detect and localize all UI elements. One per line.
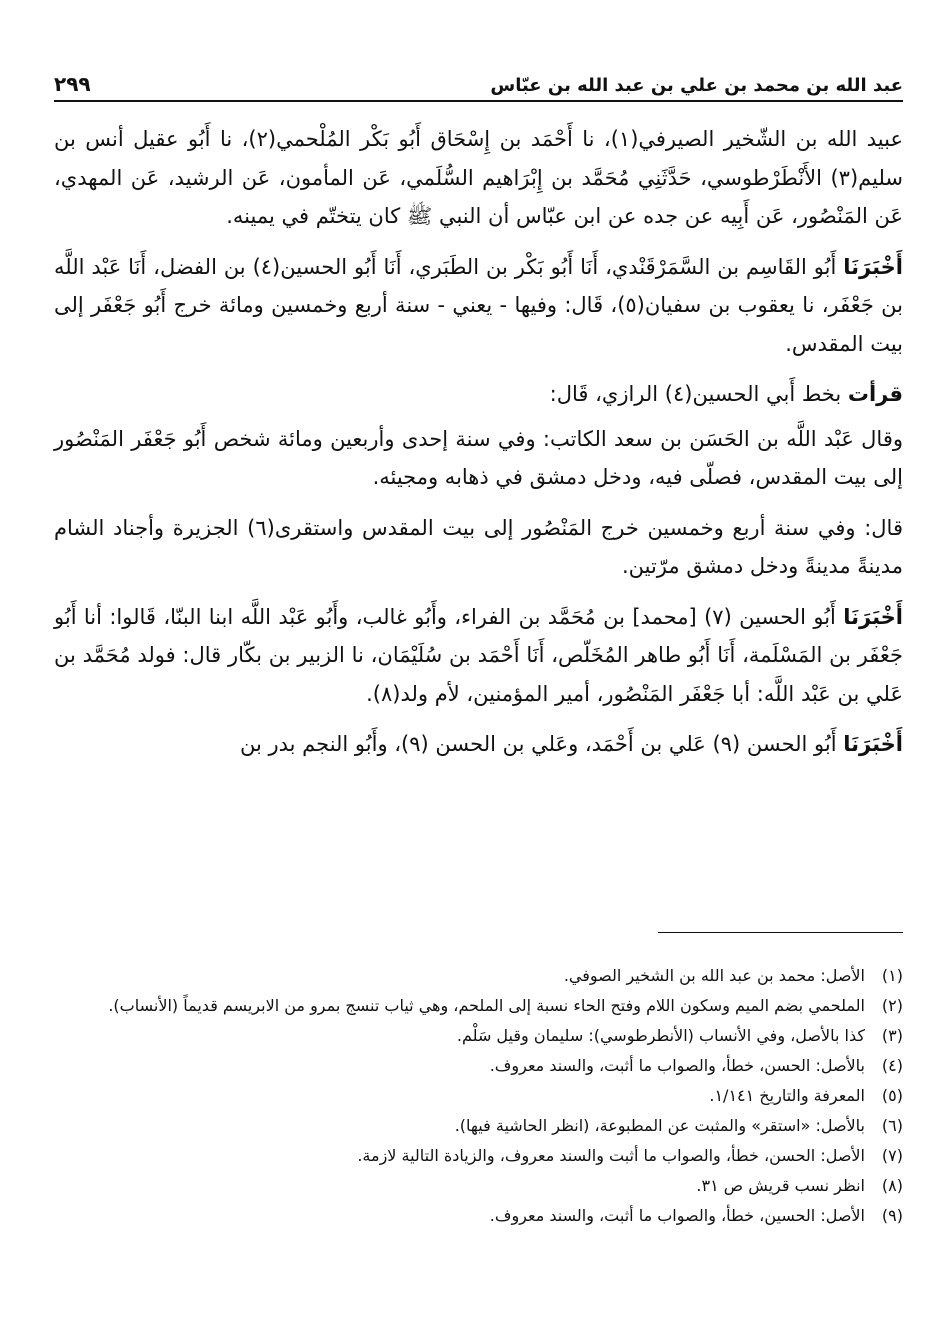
footnote-text: الملحمي بضم الميم وسكون اللام وفتح الحاء نسبة إلى الملحم، وهي ثياب تنسج بمرو من الابريسم قديماً (الأنساب). [108,996,865,1015]
paragraph [54,725,903,764]
footnote-number: (١) [881,966,903,985]
paragraph [54,375,903,414]
footnote [54,1112,903,1139]
page-header [54,56,903,102]
footnote-number: (٣) [881,1026,903,1045]
main-text [54,120,903,776]
paragraph-lead: أَخْبَرَنَا [843,604,904,629]
footnote-text: المعرفة والتاريخ ١/١٤١. [709,1086,865,1105]
paragraph-text: أَبُو الحسين (٧) [محمد] بن مُحَمَّد بن الفراء، وأَبُو غالب، وأَبُو عَبْد اللَّه ابنا البنّا، قَالوا: أنا أَبُو جَعْفَر بن المَسْلَمة، أَنَا أَبُو طاهر المُخَلّص، أَنَا أَحْمَد بن سُلَيْمَان، نا الزبير بن بكّار قال: فولد مُحَمَّد بن عَلي بن عَبْد اللَّه: أبا جَعْفَر المَنْصُور، أمير المؤمنين، لأم ولد(٨). [54,604,903,706]
paragraph-text: أَبُو القَاسِم بن السَّمَرْقَنْدي، أَنَا أَبُو بَكْر بن الطَبَري، أَنَا أَبُو الحسين(٤) بن الفضل، أَنَا عَبْد اللَّه بن جَعْفَر، نا يعقوب بن سفيان(٥)، قَال: وفيها - يعني - سنة أربع وخمسين ومائة خرج أَبُو جَعْفَر إلى بيت المقدس. [54,254,903,356]
footnote-text: الأصل: الحسن، خطأ، والصواب ما أثبت والسند معروف، والزيادة التالية لازمة. [357,1146,865,1165]
paragraph [54,120,903,236]
footnotes [54,962,903,1232]
paragraph [54,420,903,497]
footnote [54,962,903,989]
footnote-number: (٦) [881,1116,903,1135]
paragraph-text: وقال عَبْد اللَّه بن الحَسَن بن سعد الكاتب: وفي سنة إحدى وأربعين ومائة شخص أَبُو جَعْفَر المَنْصُور إلى بيت المقدس، فصلّى فيه، ودخل دمشق في ذهابه ومجيئه. [54,426,903,489]
paragraph-lead: أَخْبَرَنَا [843,732,903,756]
paragraph-text: عبيد الله بن الشّخير الصيرفي(١)، نا أَحْمَد بن إِسْحَاق أَبُو بَكْر المُلْحمي(٢)، نا أَبُو عقيل أنس بن سليم(٣) الأَنْطَرْطوسي، حَدَّثَنِي مُحَمَّد بن إِبْرَاهيم السُّلَمي، عَن المأمون، عَن الرشيد، عَن المهدي، عَن المَنْصُور، عَن أَبِيه عن جده عن ابن عبّاس أن النبي ﷺ كان يتختّم في يمينه. [54,127,903,228]
footnote-number: (٥) [881,1086,903,1105]
page-number: ٢٩٩ [54,72,91,96]
paragraph-lead: أَخْبَرَنَا [843,254,903,279]
footnote [54,1052,903,1079]
footnote-number: (٢) [881,996,903,1015]
footnote-text: بالأصل: الحسن، خطأ، والصواب ما أثبت، والسند معروف. [489,1056,865,1075]
footnote-text: كذا بالأصل، وفي الأنساب (الأنطرطوسي): سليمان وقيل سَلْم. [456,1026,865,1045]
footnote-text: انظر نسب قريش ص ٣١. [696,1176,865,1195]
footnote-number: (٩) [881,1206,903,1225]
footnote-separator [658,932,903,933]
footnote-text: بالأصل: «استقر» والمثبت عن المطبوعة، (انظر الحاشية فيها). [454,1116,865,1135]
footnote [54,1082,903,1109]
paragraph [54,509,903,586]
footnote [54,1172,903,1199]
footnote [54,1022,903,1049]
footnote-number: (٧) [881,1146,903,1165]
footnote [54,1142,903,1169]
paragraph-text: أَبُو الحسن (٩) عَلي بن أَحْمَد، وعَلي بن الحسن (٩)، وأَبُو النجم بدر بن [239,732,844,756]
running-title: عبد الله بن محمد بن علي بن عبد الله بن عبّاس [490,75,903,96]
paragraph [54,598,903,714]
footnote-text: الأصل: محمد بن عبد الله بن الشخير الصوفي. [563,966,865,985]
footnote-text: الأصل: الحسين، خطأ، والصواب ما أثبت، والسند معروف. [489,1206,865,1225]
footnote-number: (٨) [881,1176,903,1195]
paragraph-text: بخط أَبي الحسين(٤) الرازي، قَال: [549,382,848,406]
paragraph [54,248,903,364]
paragraph-lead: قرأت [847,382,903,406]
footnote [54,1202,903,1229]
paragraph-text: قال: وفي سنة أربع وخمسين خرج المَنْصُور إلى بيت المقدس واستقرى(٦) الجزيرة وأجناد الشام مدينةً مدينةً ودخل دمشق مرّتين. [54,515,903,578]
footnote-number: (٤) [881,1056,903,1075]
footnote [54,992,903,1019]
